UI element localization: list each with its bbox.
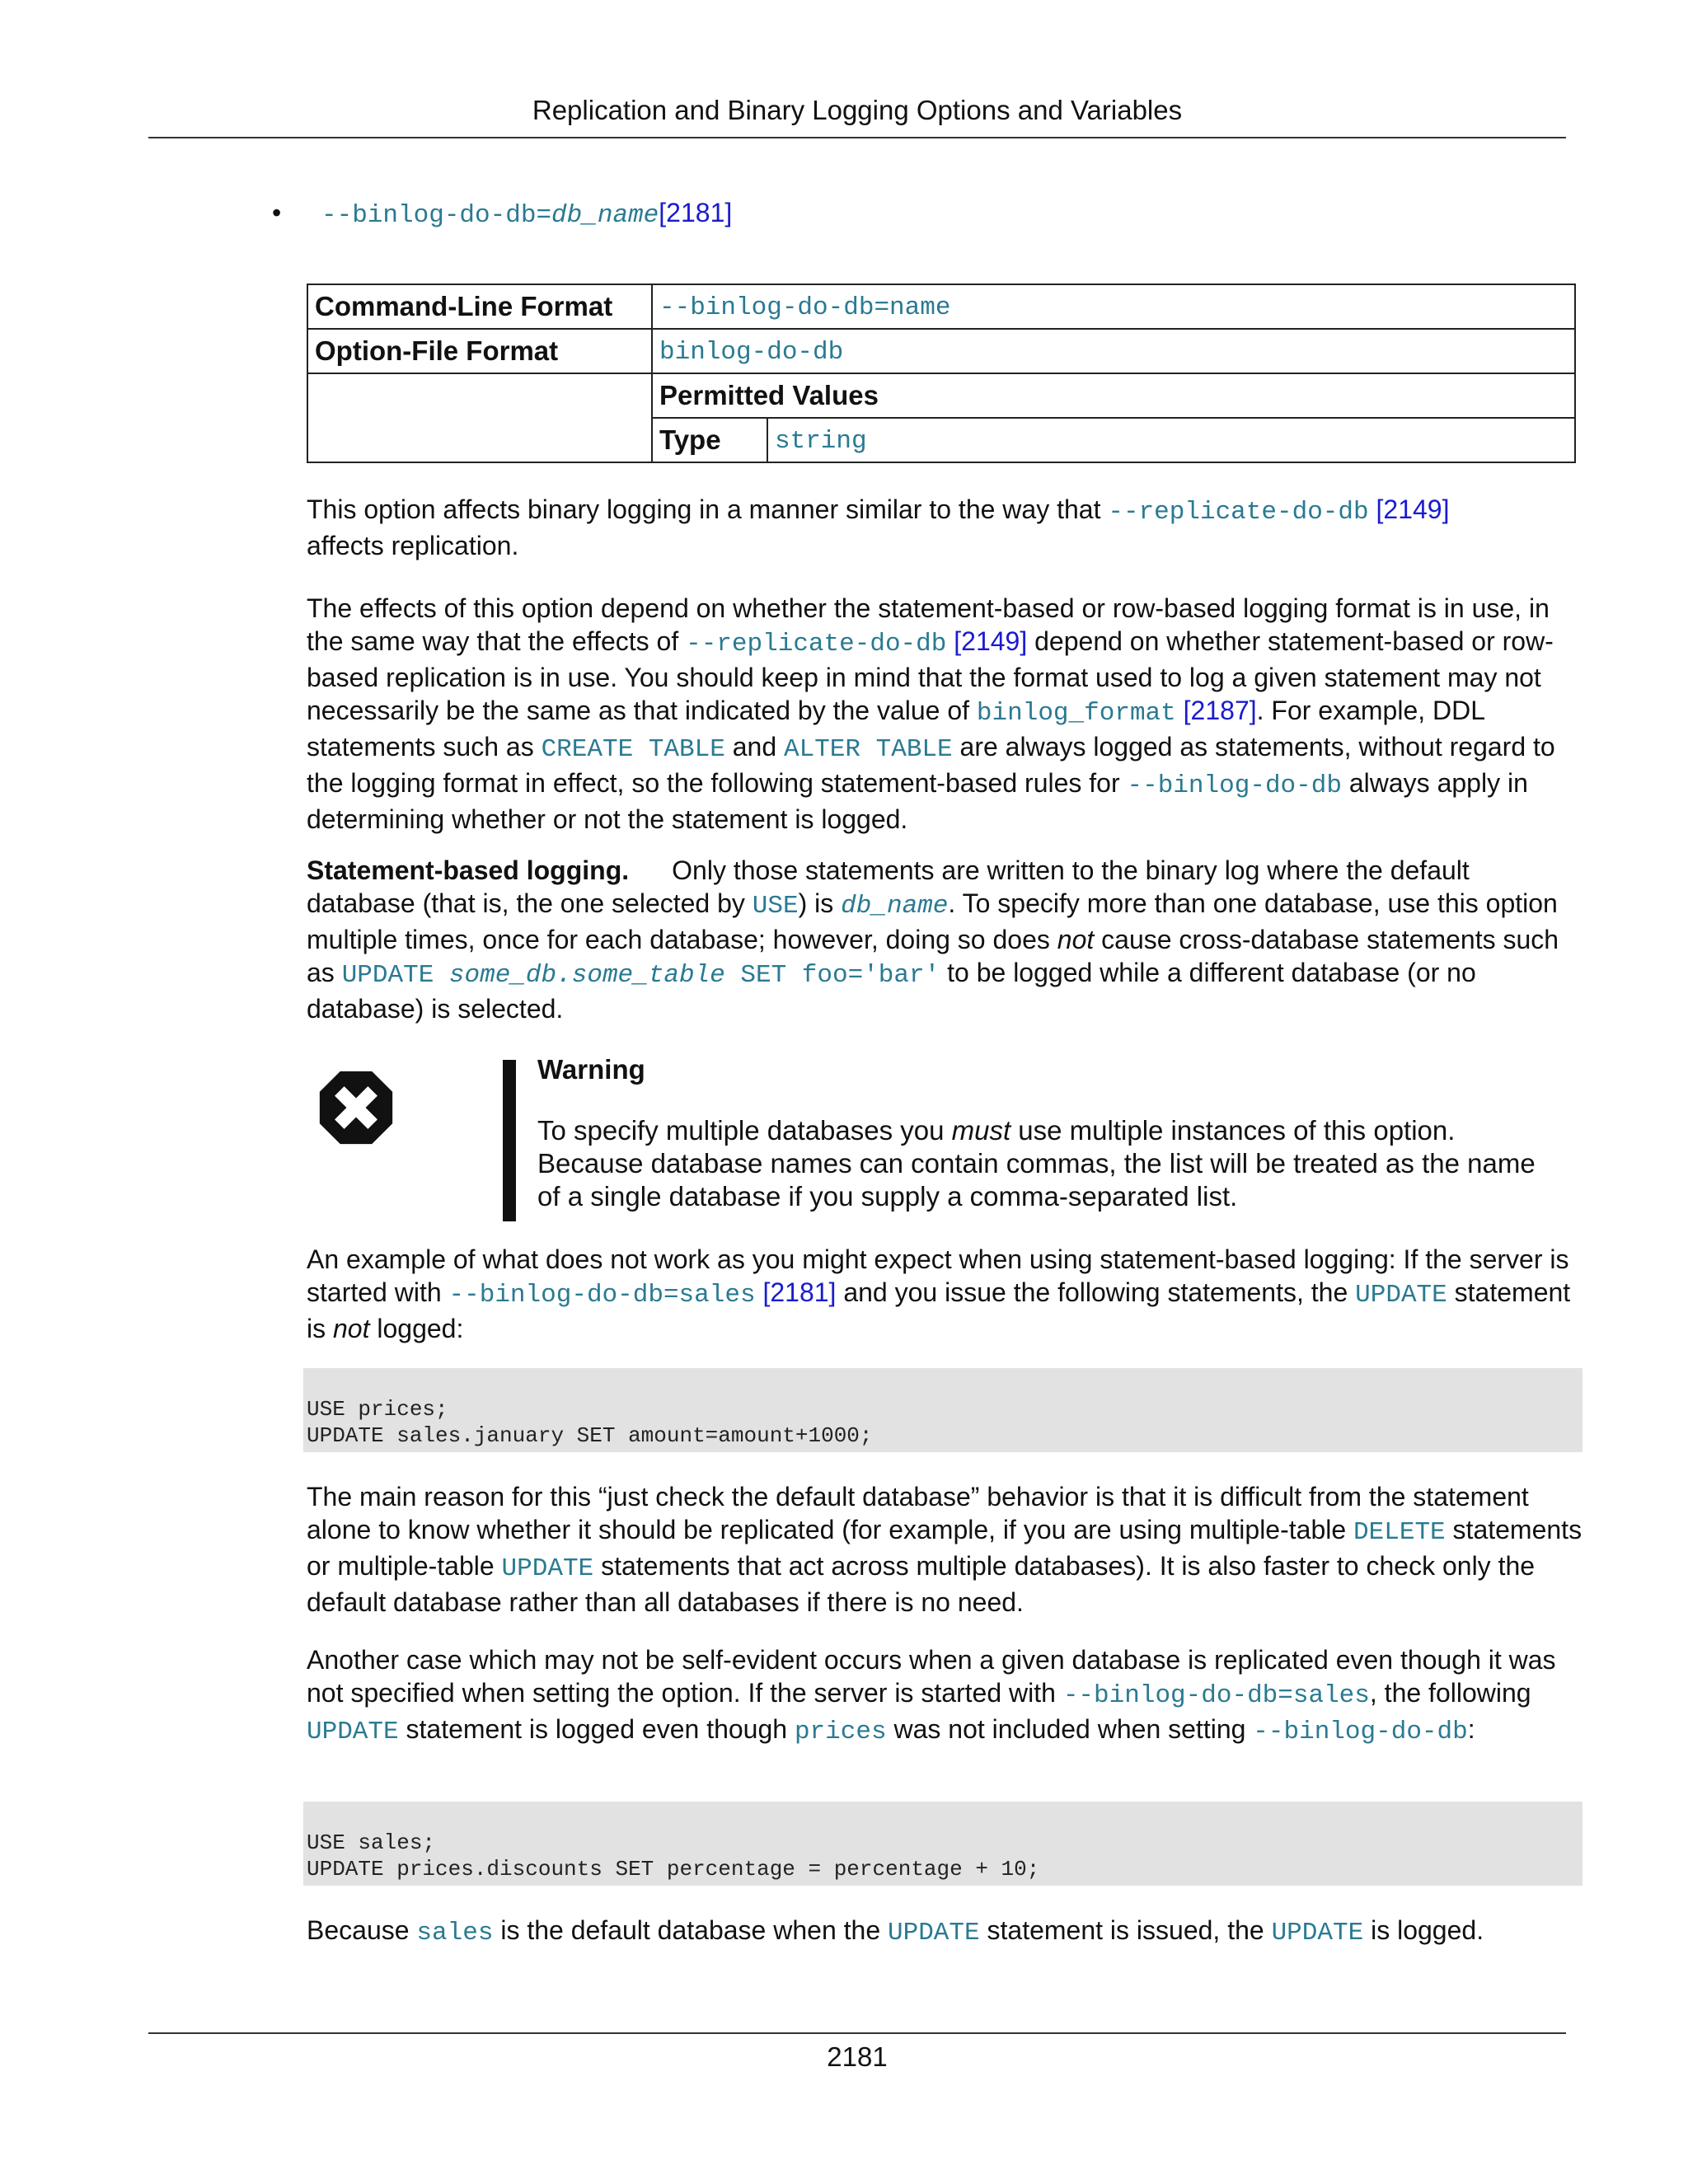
paragraph-7 <box>307 1914 1584 1950</box>
option-prefix[interactable]: --binlog-do-db= <box>321 201 552 230</box>
code-update[interactable]: UPDATE <box>888 1919 980 1947</box>
code-replicate-do-db[interactable]: --replicate-do-db <box>686 630 947 658</box>
text: statement is logged even though <box>398 1714 795 1744</box>
code-update[interactable]: UPDATE <box>501 1554 594 1583</box>
paragraph-2 <box>307 592 1584 836</box>
text: cause cross-database statements such as <box>307 925 1559 987</box>
text: was not included when setting <box>886 1714 1254 1744</box>
code-sales: sales <box>416 1919 494 1947</box>
code-prices: prices <box>794 1718 887 1746</box>
text: To specify multiple databases you <box>537 1115 952 1146</box>
code-update[interactable]: UPDATE <box>307 1718 399 1746</box>
text: and <box>724 732 784 762</box>
type-value-cell <box>767 418 1575 462</box>
text: This option affects binary logging in a manner similar to the way that <box>307 494 1109 524</box>
code-binlog-do-db[interactable]: --binlog-do-db <box>1127 771 1342 800</box>
paragraph-5 <box>307 1480 1584 1619</box>
page-header: Replication and Binary Logging Options and Variables <box>532 95 1183 125</box>
text: statements or multiple-table <box>307 1515 1582 1581</box>
text: . To specify more than one database, use this option multiple times, once for each database; however, doing so does <box>307 888 1558 954</box>
text: : <box>1467 1714 1475 1744</box>
table-row <box>307 373 1575 418</box>
code-db-name: db_name <box>841 892 949 921</box>
permitted-values-label: Permitted Values <box>652 373 1575 418</box>
code-binlog-do-db-sales[interactable]: --binlog-do-db=sales <box>448 1281 756 1310</box>
code-block-2 <box>303 1802 1582 1886</box>
code-update: UPDATE <box>341 961 449 990</box>
code-line: USE prices; <box>307 1397 448 1422</box>
text: Because <box>307 1915 417 1945</box>
option-arg[interactable]: db_name <box>551 201 659 230</box>
code-create-table: CREATE TABLE <box>541 735 725 764</box>
text: The effects of this option depend on whether the statement-based or row-based logging format is in use, in the same way that the effects of <box>307 593 1550 656</box>
text: logged: <box>369 1314 464 1343</box>
ref-link[interactable]: [2149] <box>946 626 1028 656</box>
text: statements that act across multiple databases). It is also faster to check only the default database rather than all databases if there is no need. <box>307 1551 1536 1617</box>
code-set-foo: SET foo='bar' <box>724 961 940 990</box>
text: always apply in determining whether or not the statement is logged. <box>307 768 1528 834</box>
warning-admonition <box>307 1052 1584 1225</box>
warning-text <box>537 1114 1551 1213</box>
page-number: 2181 <box>827 2041 888 2072</box>
code-update[interactable]: UPDATE <box>1355 1281 1447 1310</box>
table-value <box>652 329 1575 373</box>
x-octagon-icon <box>316 1068 396 1147</box>
text: statement is <box>307 1277 1571 1343</box>
type-value: string <box>775 427 867 456</box>
paragraph-3 <box>307 854 1584 1025</box>
header-rule <box>148 137 1566 138</box>
text: Only those statements are written to the binary log where the default database (that is, the one selected by <box>307 855 1470 918</box>
text: affects replication. <box>307 531 519 560</box>
code-line: USE sales; <box>307 1830 436 1855</box>
code-delete[interactable]: DELETE <box>1353 1518 1446 1547</box>
code-line: UPDATE sales.january SET amount=amount+1000; <box>307 1423 873 1448</box>
code-binlog-format[interactable]: binlog_format <box>976 699 1176 728</box>
section-heading: Statement-based logging. <box>307 855 630 885</box>
code-binlog-do-db[interactable]: --binlog-do-db <box>1253 1718 1468 1746</box>
table-value <box>652 284 1575 329</box>
code-alter-table: ALTER TABLE <box>784 735 953 764</box>
warning-title: Warning <box>537 1054 645 1085</box>
code-binlog-do-db-sales[interactable]: --binlog-do-db=sales <box>1062 1681 1370 1710</box>
emphasis: not <box>333 1314 370 1343</box>
footer-rule <box>148 2032 1566 2034</box>
text: . For example, DDL statements such as <box>307 696 1484 762</box>
command-line-format-value: --binlog-do-db=name <box>659 293 951 322</box>
code-block-1 <box>303 1368 1582 1452</box>
code-line: UPDATE prices.discounts SET percentage = percentage + 10; <box>307 1857 1040 1882</box>
text: , the following <box>1369 1678 1531 1708</box>
emphasis: must <box>951 1115 1011 1146</box>
warning-bar <box>503 1060 516 1221</box>
table-empty-cell <box>307 373 652 462</box>
emphasis: not <box>1057 925 1095 954</box>
text: and you issue the following statements, the <box>836 1277 1356 1307</box>
text: to be logged while a different database (or no database) is selected. <box>307 958 1476 1024</box>
code-some-table: some_db.some_table <box>448 961 725 990</box>
option-heading[interactable] <box>321 194 732 234</box>
option-format-table <box>307 284 1576 463</box>
text: The main reason for this “just check the default database” behavior is that it is difficult from the statement alone to know whether it should be replicated (for example, if you are using multiple-table <box>307 1482 1529 1544</box>
code-replicate-do-db[interactable]: --replicate-do-db <box>1108 498 1369 527</box>
text: statement is issued, the <box>979 1915 1272 1945</box>
text: is the default database when the <box>493 1915 888 1945</box>
code-update[interactable]: UPDATE <box>1271 1919 1364 1947</box>
table-row <box>307 284 1575 329</box>
ref-link[interactable]: [2187] <box>1175 696 1257 725</box>
text: Another case which may not be self-evident occurs when a given database is replicated even though it was not specified when setting the option. If the server is started with <box>307 1645 1556 1708</box>
text: are always logged as statements, without regard to the logging format in effect, so the following statement-based rules for <box>307 732 1555 798</box>
text: An example of what does not work as you might expect when using statement-based logging: If the server is started with <box>307 1244 1569 1307</box>
table-label: Command-Line Format <box>307 284 652 329</box>
table-label: Option-File Format <box>307 329 652 373</box>
code-use[interactable]: USE <box>752 892 799 921</box>
text: is logged. <box>1363 1915 1484 1945</box>
option-file-format-value: binlog-do-db <box>659 338 844 367</box>
text: ) is <box>798 888 842 918</box>
paragraph-4 <box>307 1243 1584 1345</box>
paragraph-1 <box>307 493 1584 562</box>
text: use multiple instances of this option. Because database names can contain commas, the list will be treated as the name of a single database if you supply a comma-separated list. <box>537 1115 1536 1212</box>
paragraph-6 <box>307 1643 1584 1749</box>
text: depend on whether statement-based or row-based replication is in use. You should keep in mind that the format used to log a given statement may not necessarily be the same as that indicated by the value of <box>307 626 1554 725</box>
table-row <box>307 329 1575 373</box>
option-ref-link[interactable]: [2181] <box>659 198 733 227</box>
ref-link[interactable]: [2149] <box>1368 494 1450 524</box>
bullet-symbol: • <box>272 198 282 227</box>
ref-link[interactable]: [2181] <box>755 1277 837 1307</box>
type-label: Type <box>652 418 767 462</box>
